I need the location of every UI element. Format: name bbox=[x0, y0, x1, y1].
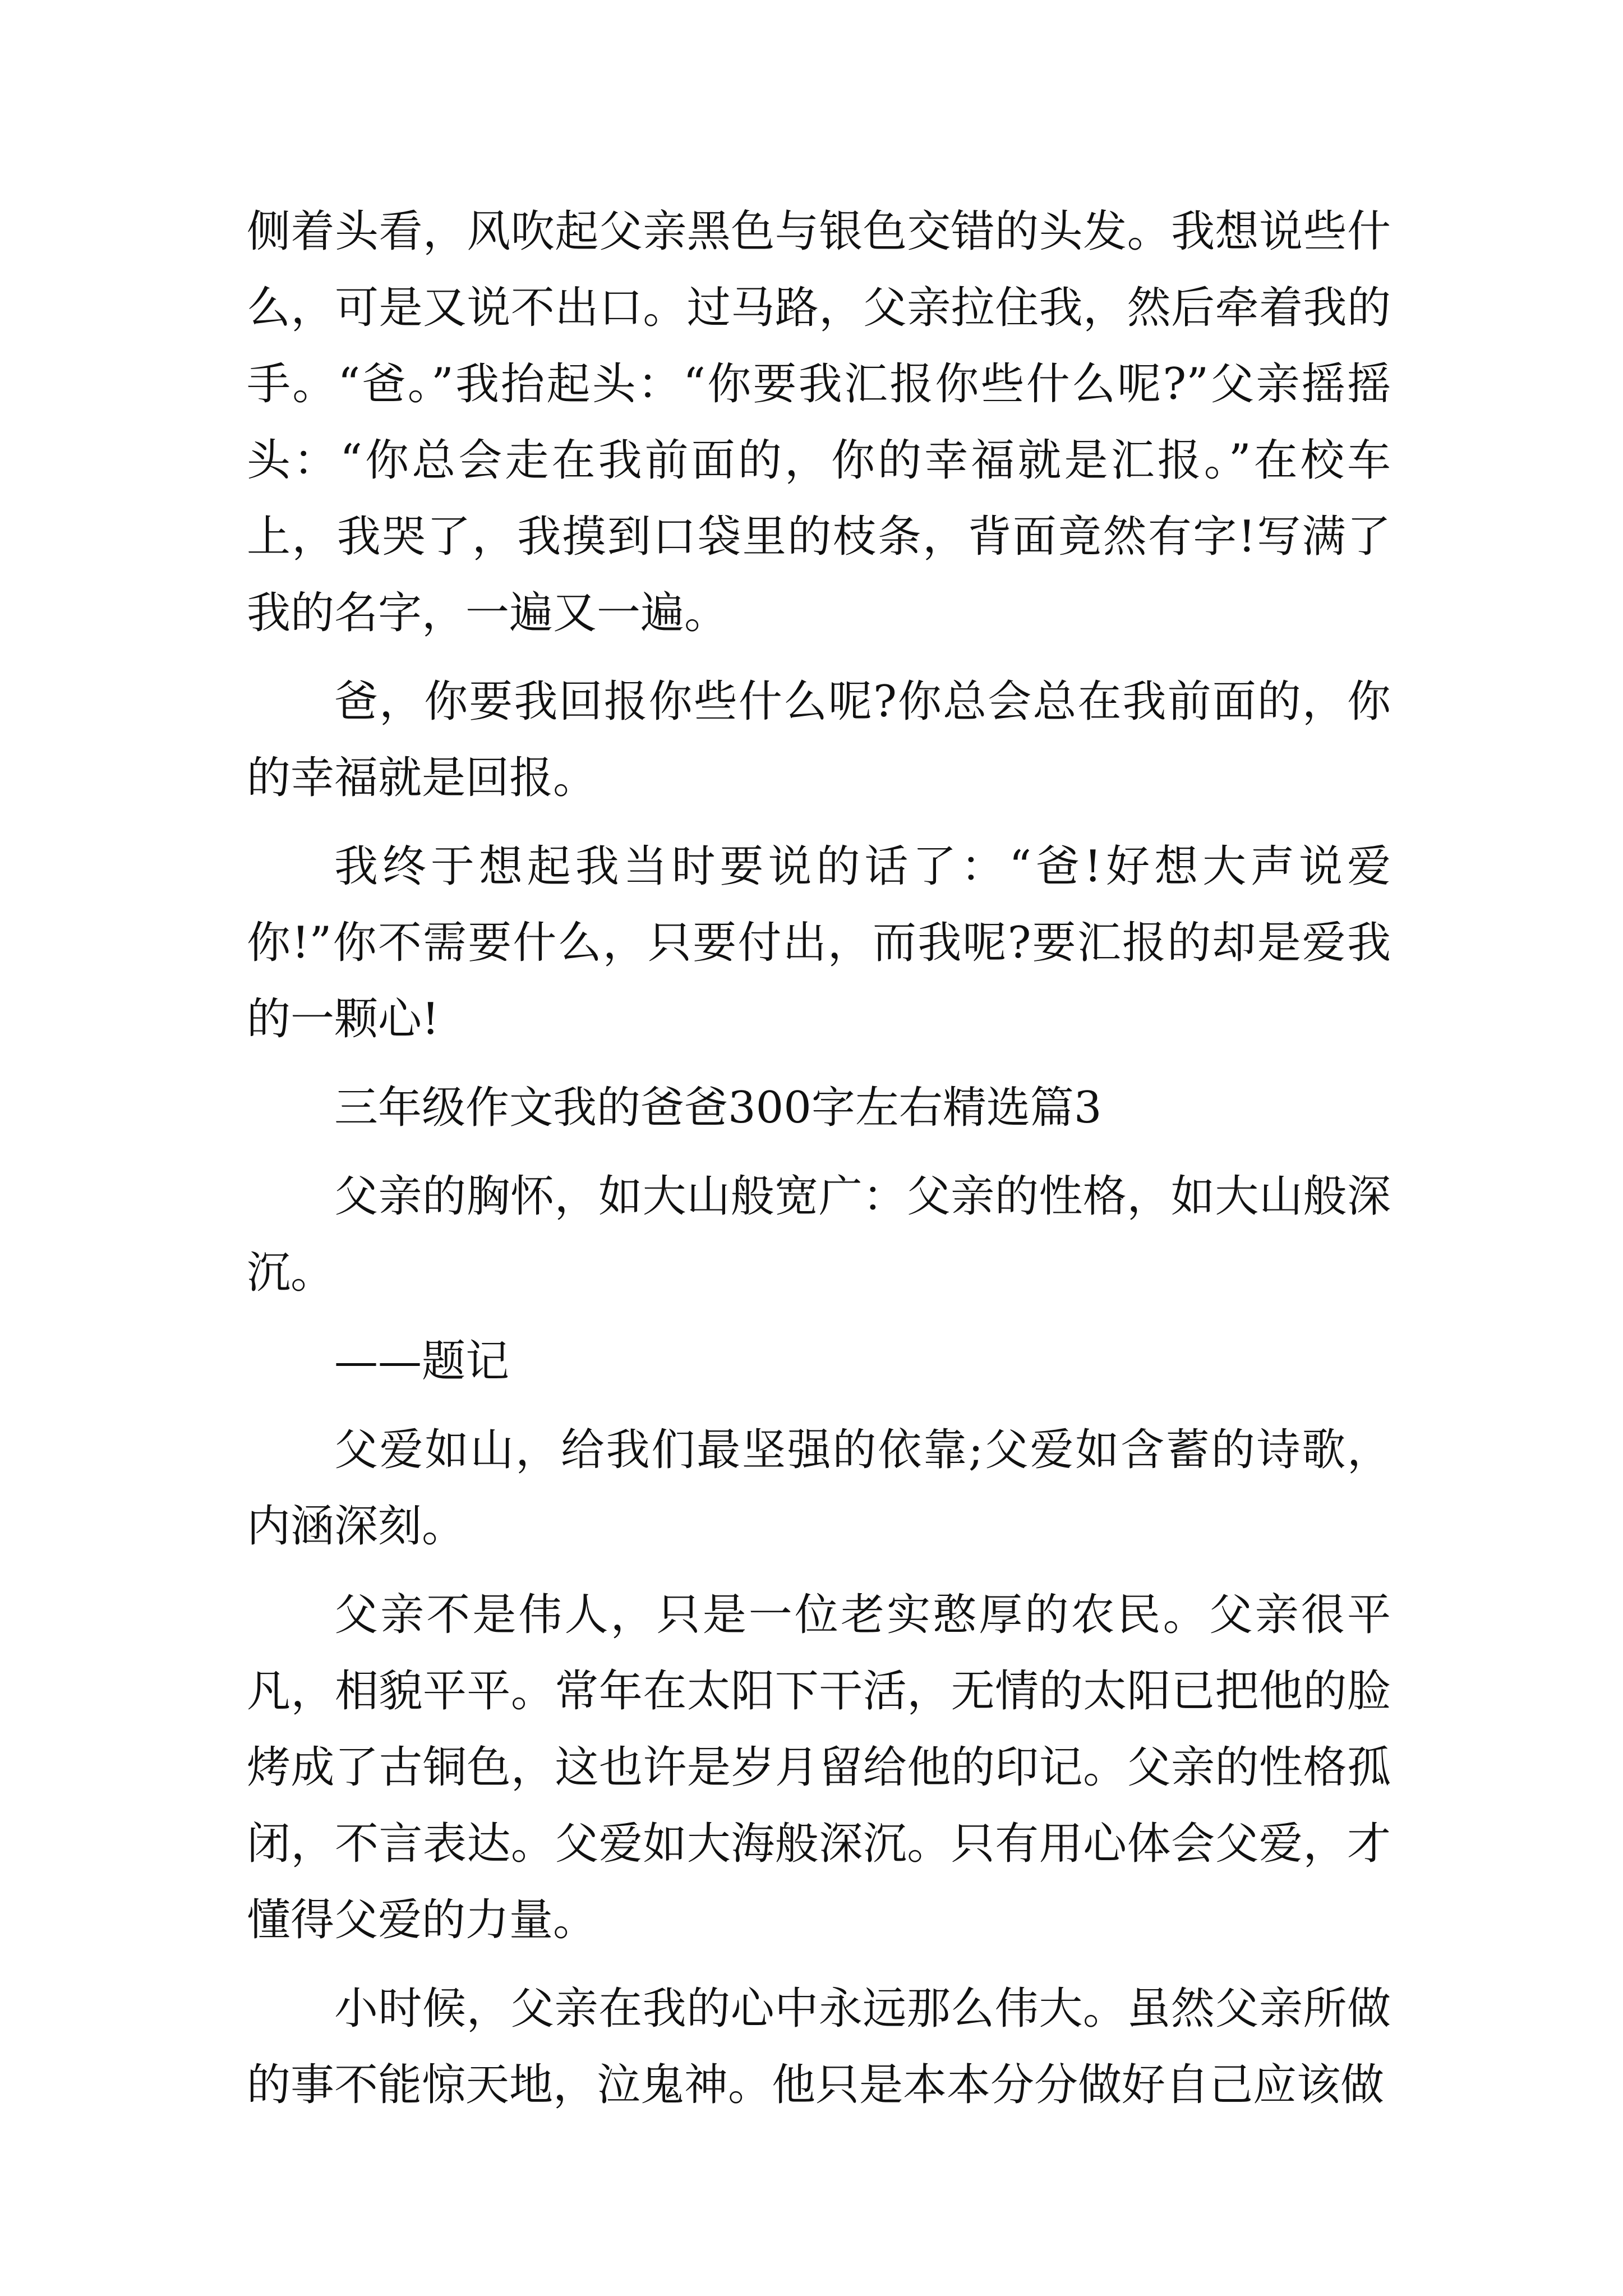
paragraph-continuation: 侧着头看，风吹起父亲黑色与银色交错的头发。我想说些什么，可是又说不出口。过马路，父亲拉住我，然后牵着我的手。“爸。”我抬起头：“你要我汇报你些什么呢?”父亲摇摇头：“你总会走在我前面的，你的幸福就是汇报。”在校车上，我哭了，我摸到口袋里的枝条，背面竟然有字!写满了我的名字，一遍又一遍。 bbox=[247, 206, 1391, 638]
section-heading: 三年级作文我的爸爸300字左右精选篇3 bbox=[334, 1083, 1102, 1133]
paragraph: 我终于想起我当时要说的话了：“爸!好想大声说爱你!”你不需要什么，只要付出，而我呢?要汇报的却是爱我的一颗心! bbox=[247, 841, 1391, 1045]
paragraph: 父亲的胸怀，如大山般宽广：父亲的性格，如大山般深沉。 bbox=[247, 1171, 1391, 1298]
paragraph: 爸，你要我回报你些什么呢?你总会总在我前面的，你的幸福就是回报。 bbox=[247, 677, 1391, 803]
paragraph: 小时候，父亲在我的心中永远那么伟大。虽然父亲所做的事不能惊天地，泣鬼神。他只是本本分分做好自己应该做 bbox=[247, 1984, 1391, 2110]
paragraph: 父亲不是伟人，只是一位老实憨厚的农民。父亲很平凡，相貌平平。常年在太阳下干活，无情的太阳已把他的脸烤成了古铜色，这也许是岁月留给他的印记。父亲的性格孤闭，不言表达。父爱如大海般深沉。只有用心体会父爱，才懂得父爱的力量。 bbox=[247, 1590, 1391, 1945]
paragraph: 父爱如山，给我们最坚强的依靠;父爱如含蓄的诗歌，内涵深刻。 bbox=[247, 1425, 1391, 1552]
epigraph-attribution: ——题记 bbox=[334, 1336, 510, 1387]
document-body bbox=[247, 194, 1391, 2136]
